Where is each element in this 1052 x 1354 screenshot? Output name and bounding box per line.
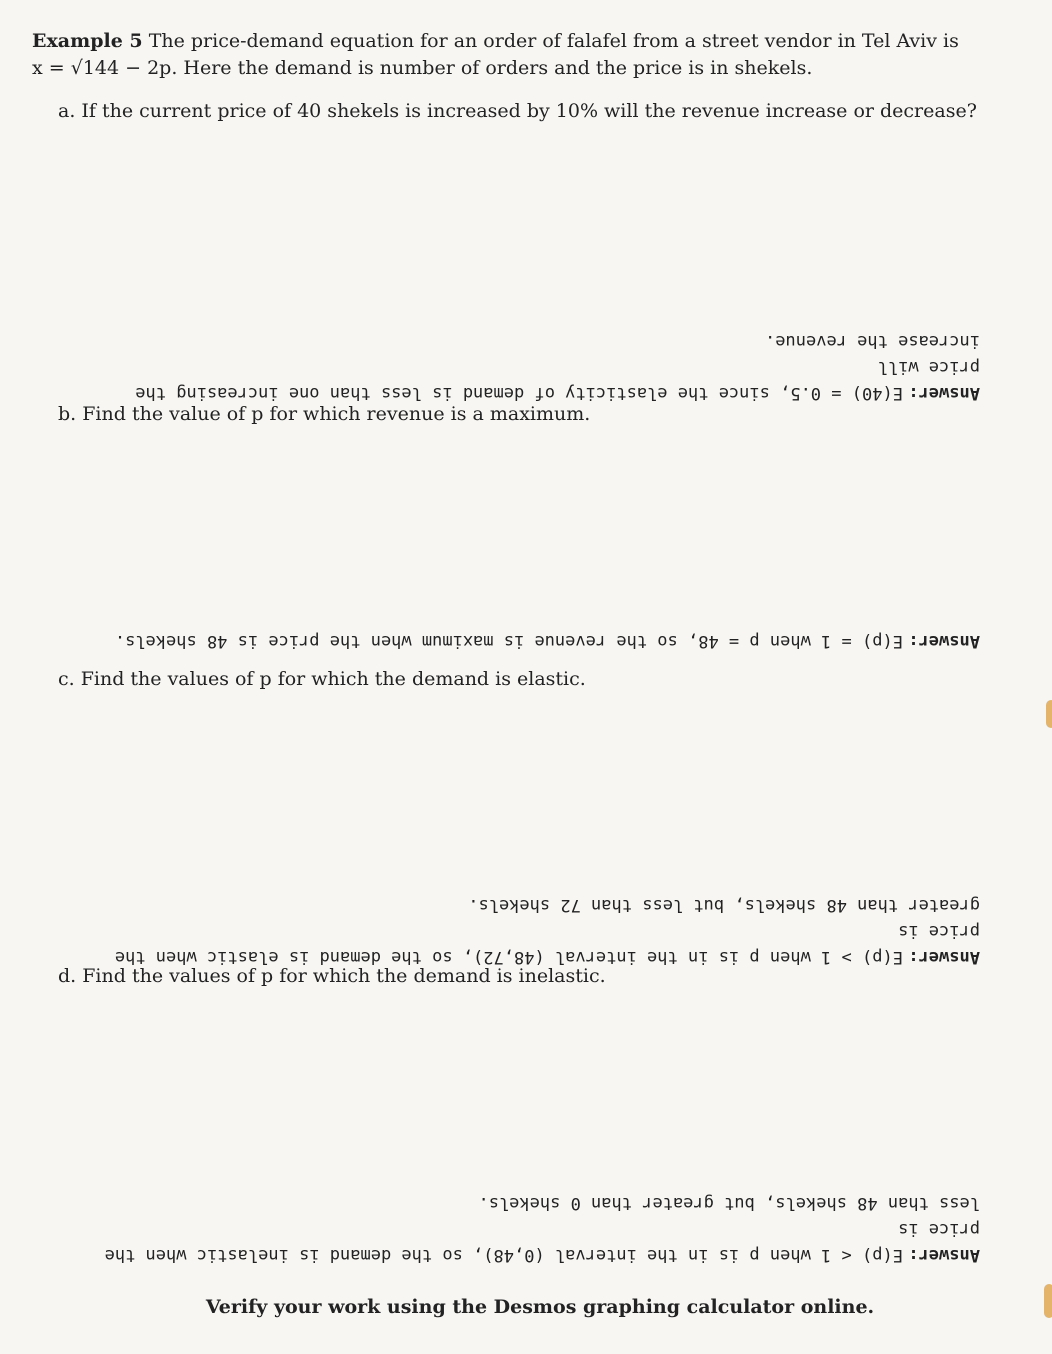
answer-c-line2: greater than 48 shekels, but less than 72 shekels. [468, 895, 980, 915]
question-b: b. Find the value of p for which revenue is a maximum. [58, 403, 591, 425]
answer-label: Answer: [908, 1245, 980, 1265]
answer-d [100, 1190, 980, 1268]
binder-mark [1046, 700, 1052, 728]
answer-b [100, 628, 980, 654]
answer-a-line1: E(40) = 0.5, since the elasticity of demand is less than one increasing the price will [135, 357, 980, 403]
question-c: c. Find the values of p for which the demand is elastic. [58, 668, 586, 690]
answer-d-line2: less than 48 shekels, but greater than 0 shekels. [478, 1193, 980, 1213]
answer-d-line1: E(p) < 1 when p is in the interval (0,48), so the demand is inelastic when the price is [104, 1219, 980, 1265]
question-d: d. Find the values of p for which the demand is inelastic. [58, 965, 606, 987]
example-text-line1: The price-demand equation for an order of falafel from a street vendor in Tel Aviv is [148, 30, 959, 52]
answer-c-line1: E(p) > 1 when p is in the interval (48,72), so the demand is elastic when the price is [114, 921, 980, 967]
answer-label: Answer: [908, 631, 980, 651]
example-label: Example 5 [32, 30, 143, 52]
binder-mark [1044, 1284, 1052, 1318]
answer-c [100, 892, 980, 970]
question-a: a. If the current price of 40 shekels is increased by 10% will the revenue increase or decrease? [58, 100, 977, 122]
example-text-line2: x = √144 − 2p. Here the demand is number of orders and the price is in shekels. [32, 57, 813, 79]
answer-a-line2: increase the revenue. [765, 331, 980, 351]
answer-label: Answer: [908, 947, 980, 967]
answer-label: Answer: [908, 383, 980, 403]
answer-b-line1: E(p) = 1 when p = 48, so the revenue is maximum when the price is 48 shekels. [114, 631, 903, 651]
footer-note: Verify your work using the Desmos graphing calculator online. [205, 1296, 875, 1318]
example-header [32, 28, 992, 82]
answer-a [100, 328, 980, 406]
